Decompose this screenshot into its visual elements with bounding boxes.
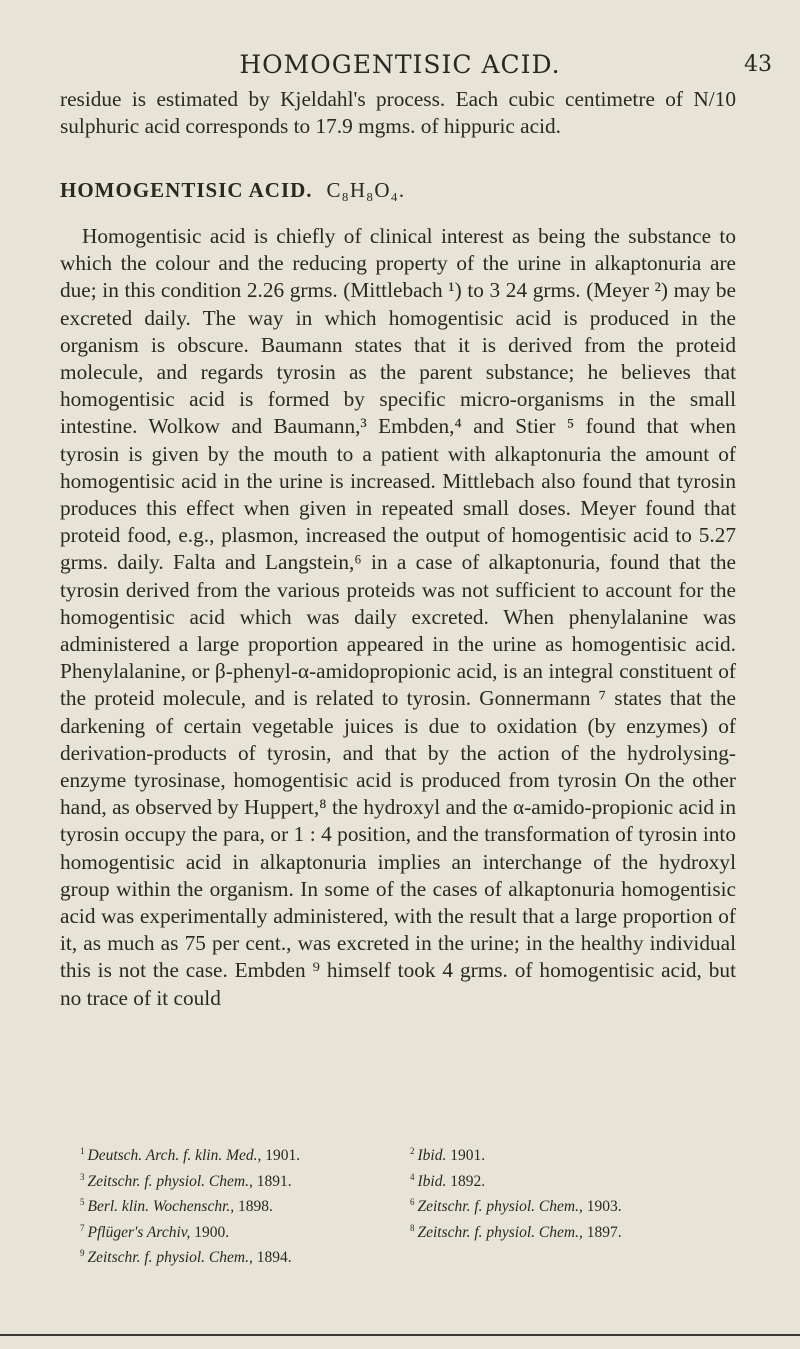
footnote-4: $^4$ Ibid. 1892. xyxy=(410,1171,486,1190)
footnotes xyxy=(80,1141,740,1269)
running-head: HOMOGENTISIC ACID. xyxy=(239,50,561,79)
main-paragraph: Homogentisic acid is chiefly of clinical interest as being the substance to which the colour and the reducing property of the urine in alkaptonuria are due; in this condition 2.26 grms. (Mittlebach ¹) to 3 24 grms. (Meyer ²) may be excreted daily. The way in which homogentisic acid is produced in the organism is obscure. Baumann states that it is derived from the proteid molecule, and regards tyrosin as the parent substance; he believes that homogentisic acid is formed by specific micro-organisms in the small intestine. Wolkow and Baumann,³ Embden,⁴ and Stier ⁵ found that when tyrosin is given by the mouth to a patient with alkaptonuria the amount of homogentisic acid in the urine is increased. Mittlebach also found that tyrosin produces this effect when given in repeated small doses. Meyer found that proteid food, e.g., plasmon, increased the output of homogentisic acid to 5.27 grms. daily. Falta and Langstein,⁶ in a case of alkaptonuria, found that the tyrosin derived from the various proteids was not sufficient to account for the homogentisic acid which was daily excreted. When phenylalanine was administered a large proportion appeared in the urine as homogentisic acid. Phenylalanine, or β-phenyl-α-amidopropionic acid, is an integral constituent of the proteid molecule, and is related to tyrosin. Gonnermann ⁷ states that the darkening of certain vegetable juices is due to oxidation (by enzymes) of derivation-products of tyrosin, and that by the action of the hydrolysing-enzyme tyrosinase, homogentisic acid is produced from tyrosin On the other hand, as observed by Huppert,⁸ the hydroxyl and the α-amido-propionic acid in tyrosin occupy the para, or 1 : 4 position, and the transformation of tyrosin into homogentisic acid in alkaptonuria implies an interchange of the hydroxyl group within the organism. In some of the cases of alkaptonuria homogentisic acid was experimentally administered, with the result that a large proportion of it, as much as 75 per cent., was excreted in the urine; in the healthy individual this is not the case. Embden ⁹ himself took 4 grms. of homogentisic acid, but no trace of it could xyxy=(60,224,736,1010)
footnote-5: $^5$ Berl. klin. Wochenschr., 1898. xyxy=(80,1197,273,1216)
section-title: HOMOGENTISIC ACID. xyxy=(60,178,313,202)
footnote-2: $^2$ Ibid. 1901. xyxy=(410,1146,486,1165)
footnote-7: $^7$ Pflüger's Archiv, 1900. xyxy=(80,1222,230,1241)
footnote-1: $^1$ Deutsch. Arch. f. klin. Med., 1901. xyxy=(80,1146,301,1165)
footnote-6: $^6$ Zeitschr. f. physiol. Chem., 1903. xyxy=(410,1197,622,1216)
page-number: 43 xyxy=(744,52,772,77)
intro-paragraph: residue is estimated by Kjeldahl's process. Each cubic centimetre of N/10 sulphuric acid corresponds to 17.9 mgms. of hippuric acid. xyxy=(60,87,736,139)
footnote-3: $^3$ Zeitschr. f. physiol. Chem., 1891. xyxy=(80,1171,292,1190)
section-heading xyxy=(60,178,740,203)
footnote-8: $^8$ Zeitschr. f. physiol. Chem., 1897. xyxy=(410,1222,622,1241)
footnote-row xyxy=(80,1243,740,1269)
footnote-row xyxy=(80,1141,740,1167)
chemical-formula: C₈H₈O₄. xyxy=(326,178,406,202)
footnote-9: $^9$ Zeitschr. f. physiol. Chem., 1894. xyxy=(80,1248,292,1267)
page-edge-rule xyxy=(0,1334,800,1336)
footnote-row xyxy=(80,1192,740,1218)
footnote-row xyxy=(80,1167,740,1193)
footnote-row xyxy=(80,1218,740,1244)
